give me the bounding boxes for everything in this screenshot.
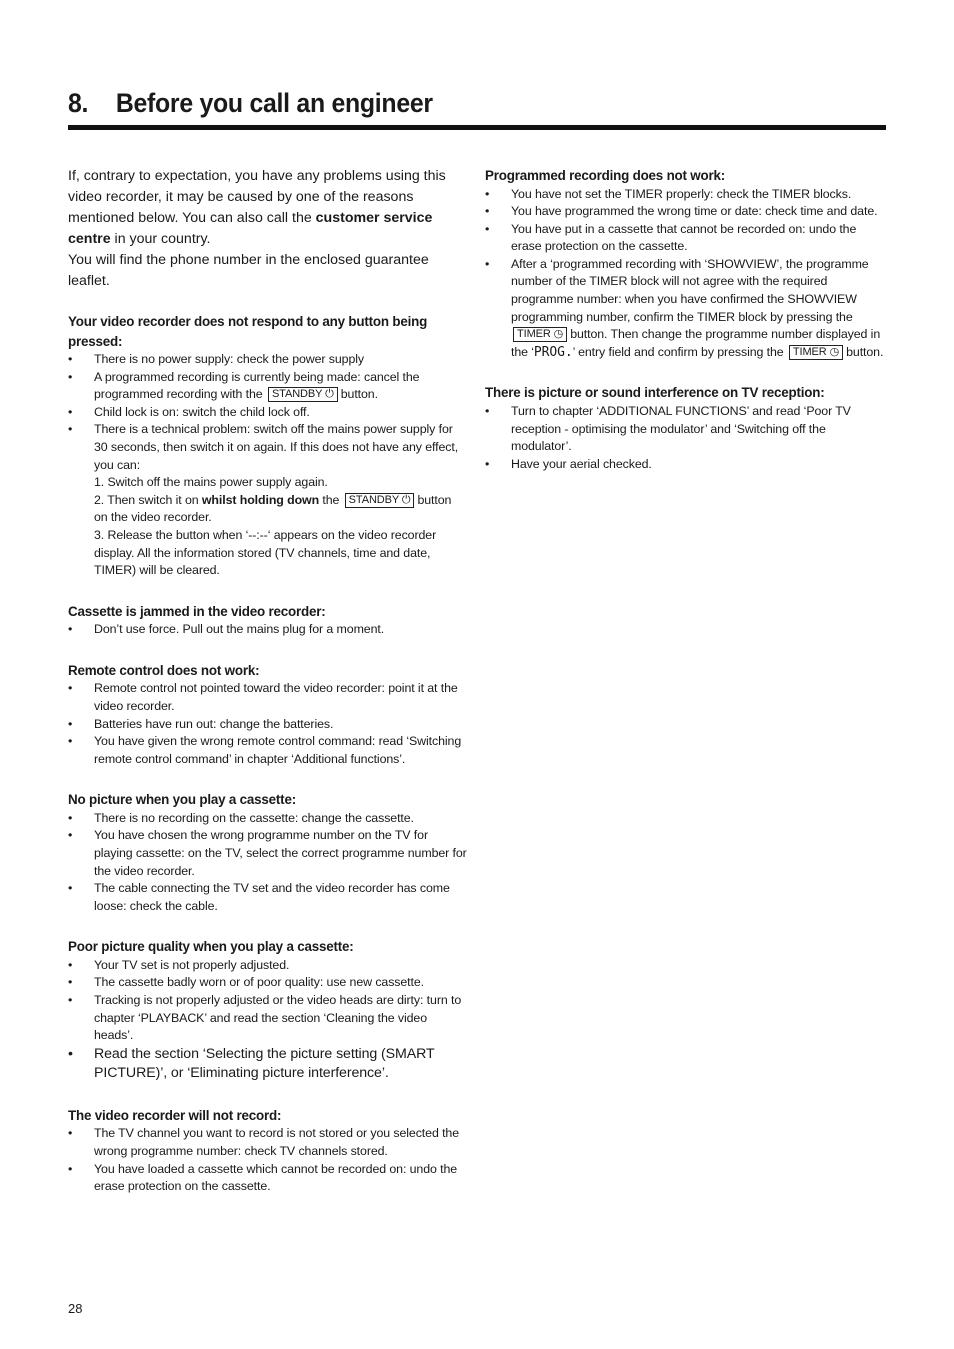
list-item (68, 1161, 468, 1196)
section-no-response (68, 312, 468, 580)
list-item (68, 351, 468, 369)
timer-key-label: TIMER ◷ (513, 327, 567, 342)
intro-text: If, contrary to expectation, you have any problems using this video recorder, it may be caused by one of the reasons mentioned below. You can also call the (68, 168, 446, 226)
page-title (68, 88, 821, 119)
list-item-text: Turn to chapter ‘ADDITIONAL FUNCTIONS’ and read ‘Poor TV reception - optimising the modulator’ and ‘Switching off the modulator’. (511, 403, 851, 454)
prog-display-label: PROG. (533, 344, 573, 360)
bullet-list (68, 680, 468, 768)
section-heading: There is picture or sound interference on TV reception: (485, 385, 825, 401)
bullet-dot: • (68, 734, 73, 749)
section-heading: Cassette is jammed in the video recorder: (68, 603, 326, 619)
section-programmed-recording (485, 166, 885, 361)
list-item (68, 1045, 468, 1084)
title-rule (68, 125, 886, 130)
step-text: the (319, 492, 340, 507)
step-bold: whilst holding down (201, 492, 320, 507)
list-item (68, 1125, 468, 1160)
list-item (485, 456, 885, 474)
left-column (68, 166, 468, 1196)
bullet-dot: • (68, 975, 73, 990)
list-item (68, 733, 468, 768)
list-item (68, 680, 468, 715)
list-item-text: You have programmed the wrong time or date: check time and date. (511, 204, 878, 219)
list-item-text: button. Then change the programme number displayed in the ‘ (511, 327, 881, 359)
list-item-text: You have put in a cassette that cannot be recorded on: undo the erase protection on the cassette. (511, 221, 857, 254)
right-column (485, 166, 885, 473)
list-item (68, 421, 468, 579)
bullet-dot: • (68, 828, 73, 843)
list-item-text: ’ entry field and confirm by pressing the (572, 344, 784, 359)
intro-paragraph-1 (68, 166, 468, 250)
list-item-text: Tracking is not properly adjusted or the video heads are dirty: turn to chapter ‘PLAYBACK’ and read the section ‘Cleaning the video heads’. (94, 993, 462, 1043)
bullet-dot: • (68, 993, 73, 1008)
step-text: button on the video recorder. (94, 492, 452, 525)
list-item (68, 992, 468, 1045)
chapter-title: Before you call an engineer (115, 88, 433, 118)
step-1: 1. Switch off the mains power supply again. (94, 475, 328, 490)
section-heading: Your video recorder does not respond to any button being pressed: (68, 314, 428, 349)
bullet-dot: • (485, 221, 490, 236)
list-item-text: Have your aerial checked. (511, 456, 652, 471)
section-heading: Programmed recording does not work: (485, 168, 726, 183)
bullet-dot: • (68, 810, 73, 825)
list-item-text: Read the section ‘Selecting the picture setting (SMART PICTURE)’, or ‘Eliminating picture interference’. (94, 1045, 435, 1082)
list-item-text: You have loaded a cassette which cannot be recorded on: undo the erase protection on the cassette. (94, 1161, 458, 1194)
list-item (485, 256, 885, 362)
bullet-list (68, 351, 468, 580)
list-item-text: After a ‘programmed recording with ‘SHOWVIEW’, the programme number of the TIMER block will not agree with the required programme number: when you have confirmed the SHOWVIEW programming number, confirm the TIMER block by pressing the (511, 256, 869, 324)
bullet-dot: • (68, 1161, 73, 1176)
bullet-dot: • (68, 352, 73, 366)
section-heading: No picture when you play a cassette: (68, 792, 296, 808)
list-item-text: Remote control not pointed toward the video recorder: point it at the video recorder. (94, 681, 458, 713)
bullet-dot: • (68, 404, 73, 419)
section-will-not-record (68, 1106, 468, 1196)
page-number: 28 (68, 1301, 83, 1316)
bullet-list (68, 1125, 468, 1195)
list-item (68, 716, 468, 734)
bullet-list (68, 621, 468, 639)
section-interference (485, 383, 885, 473)
list-item-text: A programmed recording is currently being made: cancel the programmed recording with the (94, 369, 420, 402)
bullet-dot: • (485, 256, 490, 271)
step-2 (94, 492, 468, 527)
list-item (68, 880, 468, 915)
intro-paragraph-2: You will find the phone number in the enclosed guarantee leaflet. (68, 252, 429, 289)
list-item-text: There is a technical problem: switch off the mains power supply for 30 seconds, then switch it on again. If this does not have any effect, you can: (94, 422, 459, 472)
timer-key-label: TIMER ◷ (789, 345, 843, 360)
bullet-dot: • (68, 1045, 73, 1062)
intro (68, 166, 468, 292)
list-item-text: Batteries have run out: change the batteries. (94, 716, 334, 731)
intro-text: in your country. (110, 231, 211, 247)
bullet-list (68, 810, 468, 916)
list-item-text: Your TV set is not properly adjusted. (94, 957, 290, 972)
standby-key-label: STANDBY ⏻ (268, 387, 338, 402)
section-heading: Poor picture quality when you play a cassette: (68, 939, 354, 955)
bullet-dot: • (68, 369, 73, 384)
step-text: 2. Then switch it on (94, 492, 202, 507)
list-item (68, 957, 468, 975)
list-item (485, 186, 885, 204)
bullet-list (68, 957, 468, 1084)
section-no-picture (68, 790, 468, 915)
bullet-dot: • (485, 204, 490, 219)
list-item (68, 621, 468, 639)
list-item-text: button. (846, 344, 884, 359)
bullet-dot: • (485, 186, 490, 201)
list-item-text: Child lock is on: switch the child lock off. (94, 404, 310, 419)
list-item-text: The cable connecting the TV set and the video recorder has come loose: check the cable. (94, 881, 450, 913)
section-poor-picture (68, 937, 468, 1083)
bullet-dot: • (68, 881, 73, 896)
list-item (485, 221, 885, 256)
section-cassette-jammed (68, 602, 468, 639)
list-item-text: There is no power supply: check the power supply (94, 352, 365, 366)
bullet-dot: • (485, 403, 490, 418)
list-item-text: You have chosen the wrong programme number on the TV for playing cassette: on the TV, select the correct programme number for the video recorder. (94, 828, 467, 878)
list-item-text: You have not set the TIMER properly: check the TIMER blocks. (511, 186, 852, 201)
list-item (68, 369, 468, 404)
bullet-dot: • (485, 456, 490, 471)
list-item-text: You have given the wrong remote control command: read ‘Switching remote control command’ in chapter ‘Additional functions’. (94, 734, 462, 766)
list-item (68, 827, 468, 880)
list-item (485, 403, 885, 456)
list-item-text: button. (340, 387, 378, 402)
list-item (68, 974, 468, 992)
step-3: 3. Release the button when ‘--:--‘ appears on the video recorder display. All the information stored (TV channels, time and date, TIMER) will be cleared. (94, 527, 437, 578)
chapter-number: 8. (68, 88, 89, 118)
bullet-dot: • (68, 1126, 73, 1141)
intro-bold: customer service centre (68, 210, 433, 247)
bullet-dot: • (68, 422, 73, 437)
list-item (68, 404, 468, 422)
list-item-text: Don’t use force. Pull out the mains plug for a moment. (94, 622, 385, 637)
bullet-list (485, 403, 885, 473)
list-item-text: The TV channel you want to record is not stored or you selected the wrong programme number: check TV channels stored. (94, 1126, 460, 1158)
list-item (485, 203, 885, 221)
section-heading: The video recorder will not record: (68, 1107, 282, 1123)
bullet-dot: • (68, 622, 73, 637)
list-item (68, 810, 468, 828)
section-remote-control (68, 661, 468, 768)
bullet-dot: • (68, 957, 73, 972)
standby-key-label: STANDBY ⏻ (345, 493, 415, 508)
bullet-list (485, 186, 885, 362)
bullet-dot: • (68, 716, 73, 731)
bullet-dot: • (68, 681, 73, 696)
section-heading: Remote control does not work: (68, 662, 260, 678)
list-item-text: There is no recording on the cassette: change the cassette. (94, 810, 414, 825)
list-item-text: The cassette badly worn or of poor quality: use new cassette. (94, 975, 425, 990)
